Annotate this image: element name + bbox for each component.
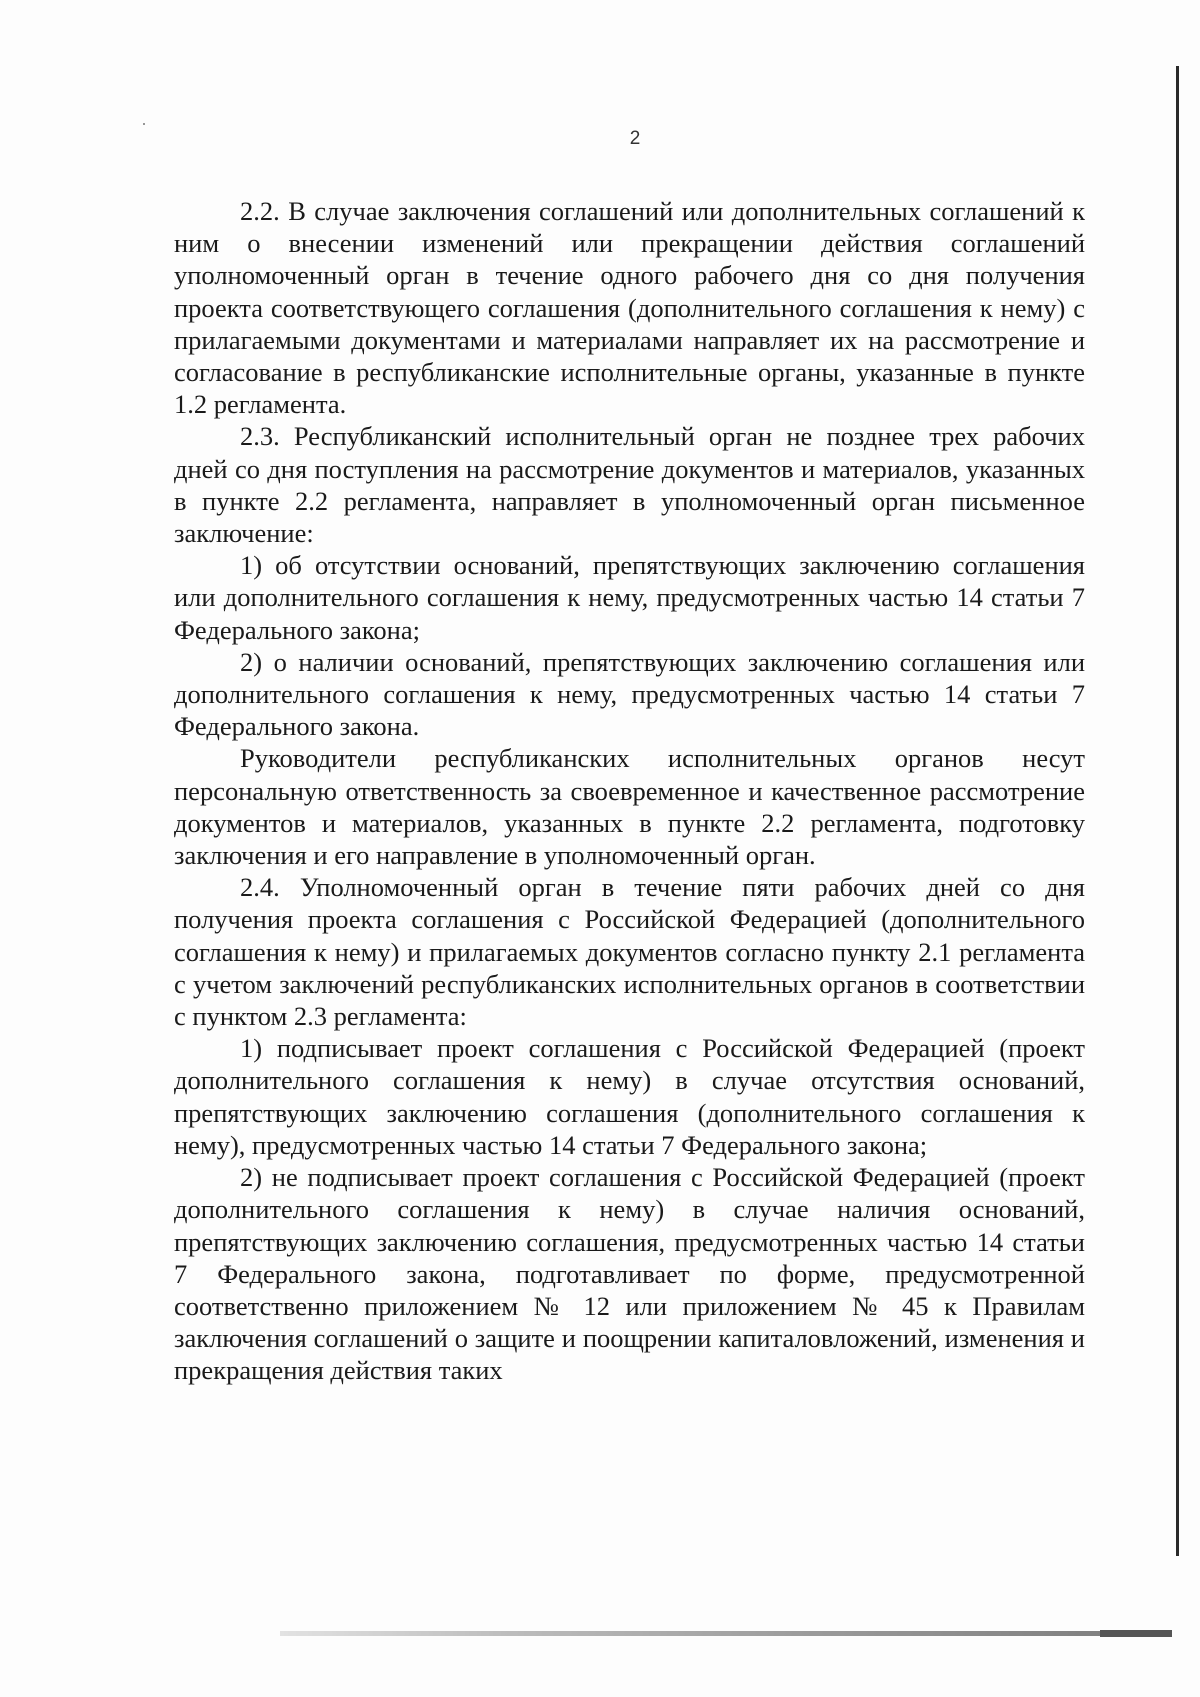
paragraph-2-4-item-2: 2) не подписывает проект соглашения с Российской Федерацией (проект дополнительного соглашения к нему) в случае наличия оснований, препятствующих заключению соглашения, предусмотренных частью 14 статьи 7 Федерального закона, подготавливает по форме, предусмотренной соответственно приложением № 12 или приложением № 45 к Правилам заключения соглашений о защите и поощрении капиталовложений, изменения и прекращения действия таких	[174, 1162, 1085, 1386]
paragraph-2-4-item-1: 1) подписывает проект соглашения с Российской Федерацией (проект дополнительного соглашения к нему) в случае отсутствия оснований, препятствующих заключению соглашения (дополнительного соглашения к нему), предусмотренных частью 14 статьи 7 Федерального закона;	[174, 1033, 1085, 1160]
paragraph-responsibility: Руководители республиканских исполнительных органов несут персональную ответственность за своевременное и качественное рассмотрение документов и материалов, указанных в пункте 2.2 регламента, подготовку заключения и его направление в уполномоченный орган.	[174, 743, 1085, 871]
scan-edge-bottom	[280, 1631, 1172, 1636]
scan-speck	[143, 123, 145, 125]
paragraph-2-3-item-1: 1) об отсутствии оснований, препятствующих заключению соглашения или дополнительного соглашения к нему, предусмотренных частью 14 статьи 7 Федерального закона;	[174, 550, 1085, 645]
page-number: 2	[629, 128, 641, 149]
scan-edge-bottom-dark	[1100, 1630, 1172, 1637]
paragraph-2-4: 2.4. Уполномоченный орган в течение пяти рабочих дней со дня получения проекта соглашения с Российской Федерацией (дополнительного соглашения к нему) и прилагаемых документов согласно пункту 2.1 регламента с учетом заключений республиканских исполнительных органов в соответствии с пунктом 2.3 регламента:	[174, 872, 1085, 1032]
document-body	[174, 195, 1085, 1387]
paragraph-2-3-item-2: 2) о наличии оснований, препятствующих заключению соглашения или дополнительного соглашения к нему, предусмотренных частью 14 статьи 7 Федерального закона.	[174, 646, 1085, 742]
paragraph-2-2: 2.2. В случае заключения соглашений или дополнительных соглашений к ним о внесении изменений или прекращении действия соглашений уполномоченный орган в течение одного рабочего дня со дня получения проекта соответствующего соглашения (дополнительного соглашения к нему) с прилагаемыми документами и материалами направляет их на рассмотрение и согласование в республиканские исполнительные органы, указанные в пункте 1.2 регламента.	[174, 196, 1085, 420]
paragraph-2-3: 2.3. Республиканский исполнительный орган не позднее трех рабочих дней со дня поступления на рассмотрение документов и материалов, указанных в пункте 2.2 регламента, направляет в уполномоченный орган письменное заключение:	[174, 421, 1085, 549]
scan-edge-right	[1176, 66, 1179, 1556]
